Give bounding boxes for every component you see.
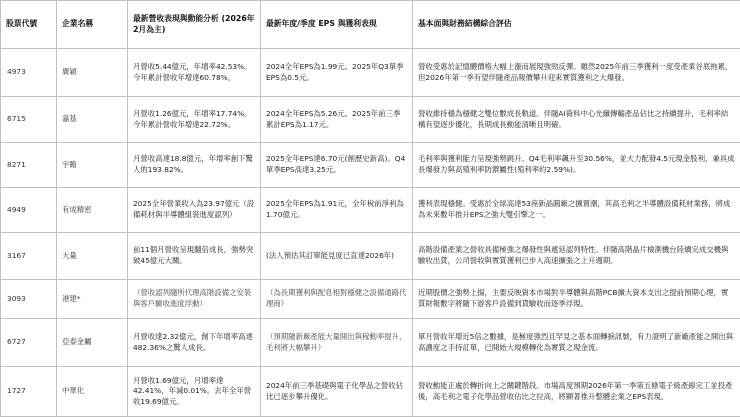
table-row [1,319,740,367]
eps-cell: （為長期獲利與配息相對穩健之設備通路代理商） [261,280,413,319]
eps-cell: 2024年前三季基礎與電子化學品之營收佔比已逐步攀升優化。 [261,367,413,417]
eps-cell: （預期隨新廠產能大量開出與稼動率提升，毛利將大幅攀升） [261,319,413,367]
table-row [1,49,740,97]
eps-cell: 2025全年EPS達6.70元(創歷史新高)。Q4單季EPS高達3.25元。 [261,143,413,188]
table-row [1,233,740,280]
table-row [1,97,740,143]
revenue-cell: 月營收達2.32億元，創下年增率高達482.36%之驚人成長。 [128,319,261,367]
stock-code: 3167 [1,233,57,280]
revenue-cell: 2025全年營業收入為23.97億元（設備耗材與半導體組裝進度認列） [128,188,261,233]
header-fundamental-assessment: 基本面與財務結構綜合評估 [413,1,740,49]
eps-cell: 2024全年EPS為5.26元。2025年前三季累計EPS為1.17元。 [261,97,413,143]
revenue-cell: 月營收1.69億元，月增率達42.41%，年減0.01%。去年全年營收19.69億元。 [128,367,261,417]
company-name: 嘉基 [57,97,128,143]
stock-code: 4949 [1,188,57,233]
company-name: 大量 [57,233,128,280]
eps-cell: (法人預估其訂單能見度已直達2026年) [261,233,413,280]
assessment-cell: 營收動能正處於轉折向上之關鍵階段。市場高度預期2026年第一季第五條電子級產線完工並投產後，高毛利之電子化學品營收佔比之拉高，將顯著推升整體企業之EPS表現。 [413,367,740,417]
table-row [1,188,740,233]
stock-code: 6727 [1,319,57,367]
company-name: 中華化 [57,367,128,417]
assessment-cell: 近期股價之強勢上揚，主要反映資本市場對半導體與高階PCB擴大資本支出之提前預期心理，實質財報數字將隨下游客戶設備到貨驗收而逐季浮現。 [413,280,740,319]
company-name: 廣穎 [57,49,128,97]
eps-cell: 2025全年EPS為1.91元，全年稅前淨利為1.70億元。 [261,188,413,233]
revenue-cell: 月營收1.26億元，年增率17.74%。今年累計營收年增達22.72%。 [128,97,261,143]
company-name: 港建* [57,280,128,319]
table-row [1,143,740,188]
revenue-cell: 前11個月營收呈現翻倍成長，強勢突破45億元大關。 [128,233,261,280]
stock-code: 8271 [1,143,57,188]
company-name: 亞泰金屬 [57,319,128,367]
revenue-cell: （營收認列隨所代理高階設備之安裝與客戶驗收進度浮動） [128,280,261,319]
header-revenue-analysis: 最新營收表現與動能分析 (2026年2月為主) [128,1,261,49]
header-eps-performance: 最新年度/季度 EPS 與獲利表現 [261,1,413,49]
header-stock-code: 股票代號 [1,1,57,49]
revenue-cell: 月營收高達18.8億元，年增率創下驚人的193.82%。 [128,143,261,188]
assessment-cell: 獲利表現穩健。受惠於全球高達53座新晶圓廠之擴置潮，其高毛利之半導體設備耗材業務，將成為未來數年推升EPS之強大雙引擎之一。 [413,188,740,233]
header-company-name: 企業名稱 [57,1,128,49]
company-name: 宇瞻 [57,143,128,188]
company-name: 有成精密 [57,188,128,233]
table-header-row [1,1,740,49]
eps-cell: 2024全年EPS為1.99元。2025年Q3單季EPS為0.5元。 [261,49,413,97]
stock-code: 4973 [1,49,57,97]
assessment-cell: 毛利率與獲利能力呈現強勢跳升。Q4毛利率飆升至30.56%，並大力配發4.5元現金股利，兼具成長爆發力與高殖利率防禦屬性(殖利率約2.59%)。 [413,143,740,188]
table-row [1,367,740,417]
stock-code: 6715 [1,97,57,143]
table-row [1,280,740,319]
assessment-cell: 營收受惠於記憶體價格大幅上漲而展現強勁反彈。雖然2025年前三季獲利一度受產業谷底拖累，但2026年第一季有望伴隨產品報價攀升迎來實質獲利之大爆發。 [413,49,740,97]
assessment-cell: 高階設備產業之營收具備極強之爆發性與遞延認列特性。伴隨高階晶片檢測機台陸續完成交機與驗收出貨，公司營收與實質獲利已步入高速擴張之上升週期。 [413,233,740,280]
stock-code: 3093 [1,280,57,319]
revenue-cell: 月營收5.44億元，年增率42.53%。今年累計營收年增達60.78%。 [128,49,261,97]
stock-code: 1727 [1,367,57,417]
assessment-cell: 單月營收年增近5倍之數據，是極度強烈且罕見之基本面轉捩訊號，有力證明了新廠產能之開出與高濃度之手持訂單，已開始大規模轉化為實質之現金流。 [413,319,740,367]
assessment-cell: 營收維持穩為穩健之雙位數成長軌道。伴隨AI資料中心光纖傳輸產品佔比之持續提升，毛利率結構有望逐步優化，長期成長動能清晰且明確。 [413,97,740,143]
